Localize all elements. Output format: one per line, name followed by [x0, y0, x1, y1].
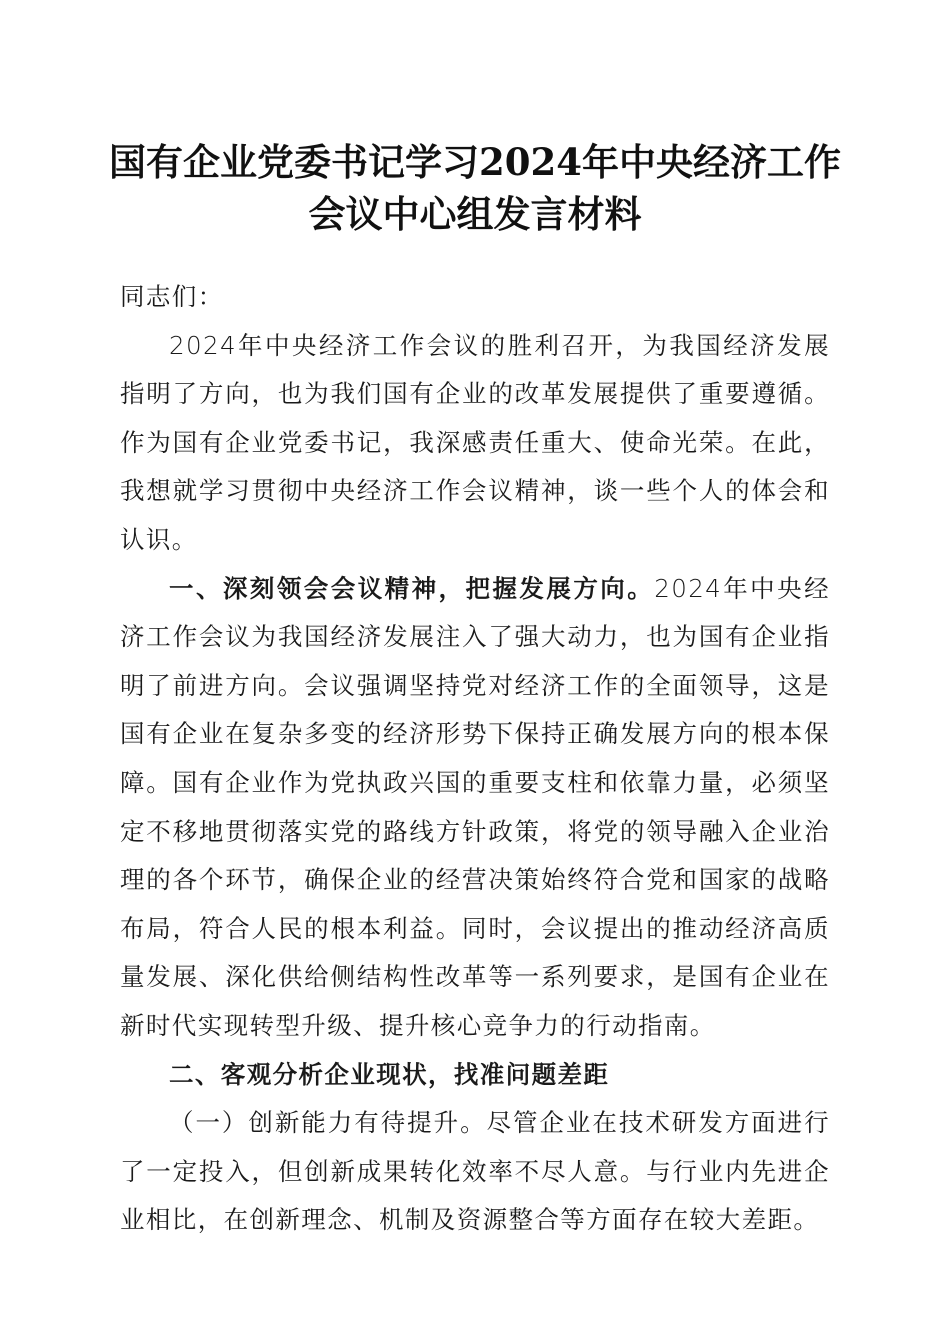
title-line-2: 会议中心组发言材料	[308, 192, 642, 236]
section-1-paragraph	[120, 565, 830, 1051]
salutation: 同志们：	[120, 282, 224, 311]
section-1-body: 2024年中央经济工作会议为我国经济发展注入了强大动力，也为国有企业指明了前进方向。会议强调坚持党对经济工作的全面领导，这是国有企业在复杂多变的经济形势下保持正确发展方向的根本保障。国有企业作为党执政兴国的重要支柱和依靠力量，必须坚定不移地贯彻落实党的路线方针政策，将党的领导融入企业治理的各个环节，确保企业的经营决策始终符合党和国家的战略布局，符合人民的根本利益。同时，会议提出的推动经济高质量发展、深化供给侧结构性改革等一系列要求，是国有企业在新时代实现转型升级、提升核心竞争力的行动指南。	[120, 573, 830, 1040]
document-title	[100, 136, 850, 240]
subsection-1-paragraph: （一）创新能力有待提升。尽管企业在技术研发方面进行了一定投入，但创新成果转化效率不尽人意。与行业内先进企业相比，在创新理念、机制及资源整合等方面存在较大差距。	[120, 1108, 830, 1235]
section-1-heading: 一、深刻领会会议精神，把握发展方向。	[169, 573, 655, 603]
document-body	[120, 273, 830, 1245]
intro-paragraph: 2024年中央经济工作会议的胜利召开，为我国经济发展指明了方向，也为我们国有企业的改革发展提供了重要遵循。作为国有企业党委书记，我深感责任重大、使命光荣。在此，我想就学习贯彻中央经济工作会议精神，谈一些个人的体会和认识。	[120, 330, 830, 554]
section-2-heading: 二、客观分析企业现状，找准问题差距	[169, 1059, 610, 1089]
title-line-1: 国有企业党委书记学习2024年中央经济工作	[109, 140, 841, 184]
